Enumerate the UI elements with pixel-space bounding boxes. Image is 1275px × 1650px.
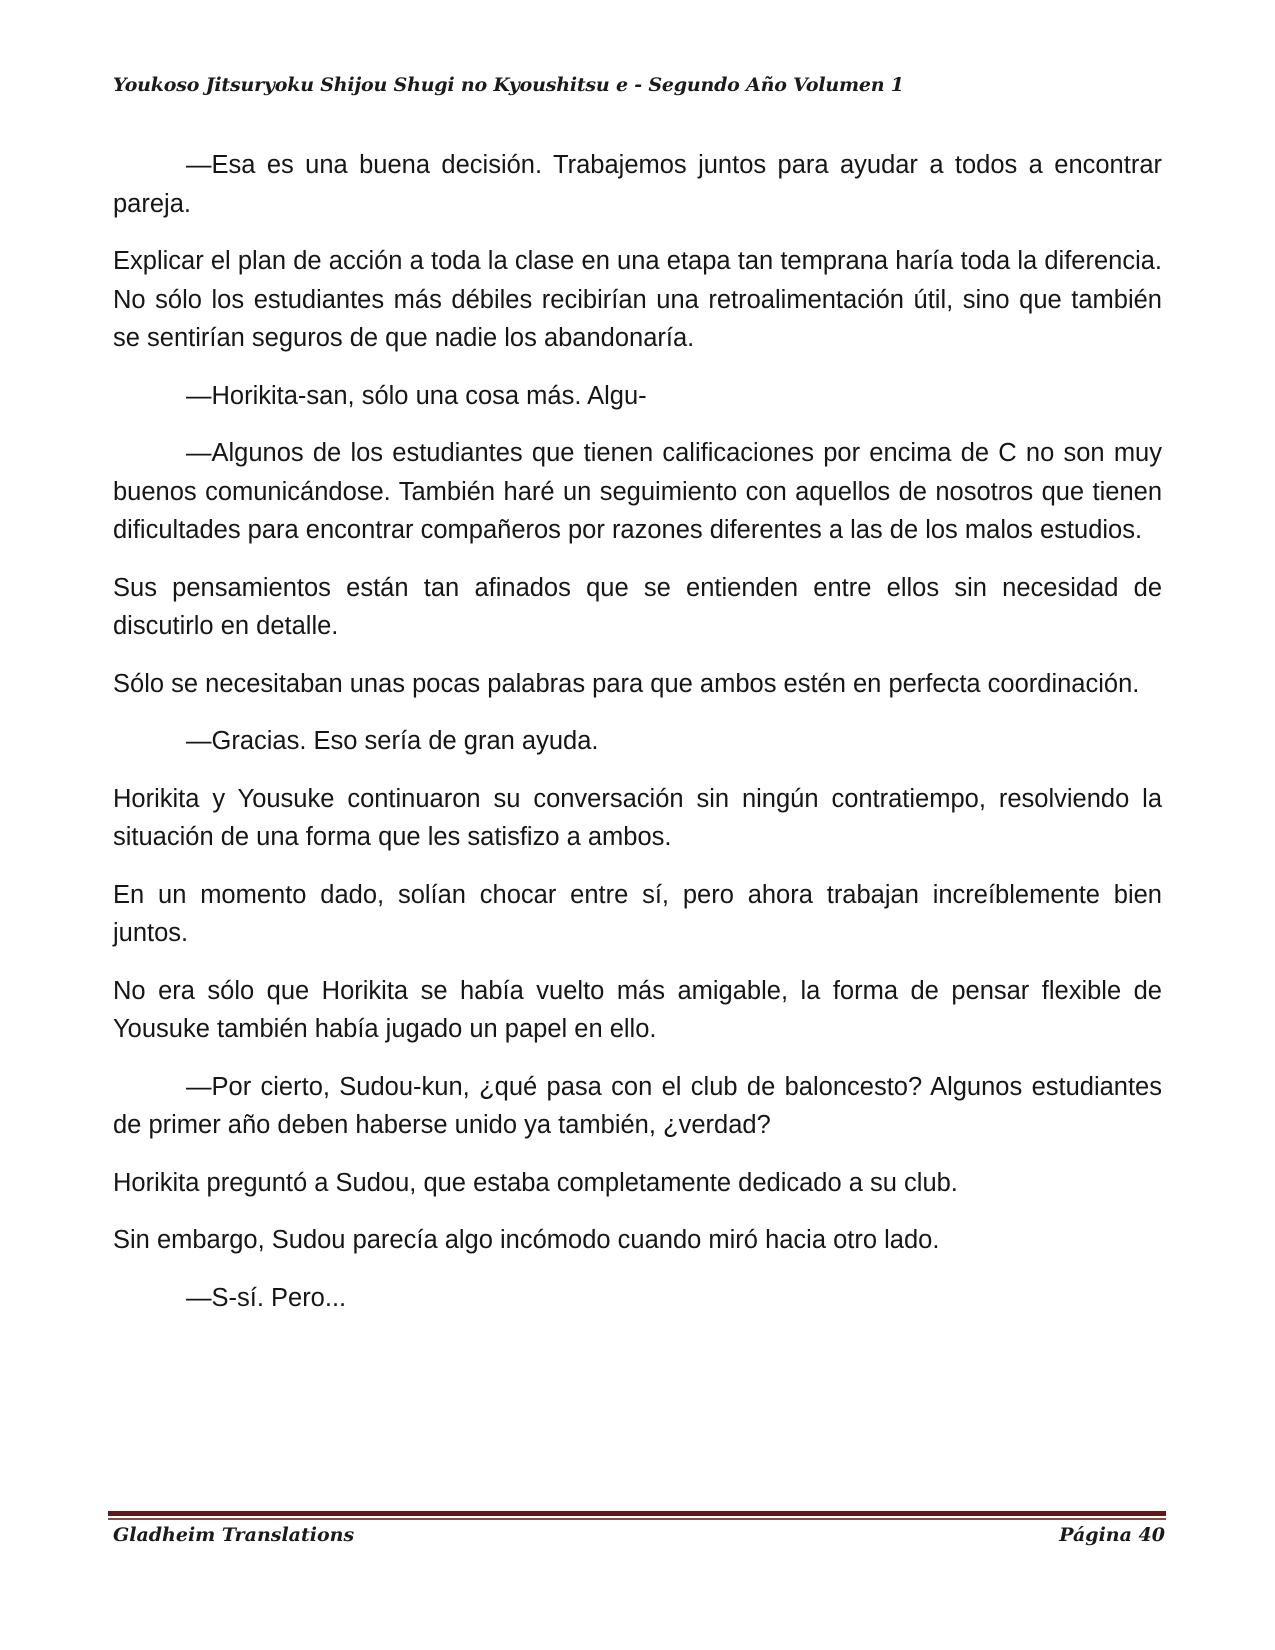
narration-paragraph: Explicar el plan de acción a toda la clase en una etapa tan temprana haría toda la diferencia. No sólo los estudiantes más débiles recibirían una retroalimentación útil, sino que también se sentirían seguros de que nadie los abandonaría.: [113, 247, 1162, 352]
dialogue-paragraph: —S-sí. Pero...: [186, 1283, 347, 1312]
dialogue-paragraph: —Algunos de los estudiantes que tienen calificaciones por encima de C no son muy buenos comunicándose. También haré un seguimiento con aquellos de nosotros que tienen dificultades para encontrar compañeros por razones diferentes a las de los malos estudios.: [113, 439, 1162, 544]
page-header-title: Youkoso Jitsuryoku Shijou Shugi no Kyoushitsu e - Segundo Año Volumen 1: [113, 74, 904, 96]
footer-divider-thick: [108, 1511, 1166, 1516]
dialogue-paragraph: —Gracias. Eso sería de gran ayuda.: [186, 727, 599, 755]
footer-page-number: Página 40: [1059, 1524, 1165, 1546]
dialogue-paragraph: —Horikita-san, sólo una cosa más. Algu-: [186, 381, 647, 410]
footer-publisher: Gladheim Translations: [113, 1524, 355, 1546]
narration-paragraph: No era sólo que Horikita se había vuelto más amigable, la forma de pensar flexible de Yousuke también había jugado un papel en ello.: [113, 976, 1162, 1043]
narration-paragraph: Sólo se necesitaban unas pocas palabras para que ambos estén en perfecta coordinación.: [113, 669, 1140, 698]
narration-paragraph: Horikita y Yousuke continuaron su conversación sin ningún contratiempo, resolviendo la situación de una forma que les satisfizo a ambos.: [113, 784, 1162, 851]
footer-divider: [108, 1511, 1166, 1520]
narration-paragraph: Sus pensamientos están tan afinados que se entienden entre ellos sin necesidad de discutirlo en detalle.: [113, 573, 1162, 640]
narration-paragraph: Horikita preguntó a Sudou, que estaba completamente dedicado a su club.: [113, 1168, 958, 1197]
page-body: [113, 146, 1162, 1336]
footer-divider-thin: [108, 1518, 1166, 1520]
dialogue-paragraph: —Esa es una buena decisión. Trabajemos juntos para ayudar a todos a encontrar pareja.: [113, 151, 1162, 218]
dialogue-paragraph: —Por cierto, Sudou-kun, ¿qué pasa con el club de baloncesto? Algunos estudiantes de primer año deben haberse unido ya también, ¿verdad?: [113, 1072, 1162, 1139]
narration-paragraph: En un momento dado, solían chocar entre sí, pero ahora trabajan increíblemente bien juntos.: [113, 880, 1162, 947]
narration-paragraph: Sin embargo, Sudou parecía algo incómodo cuando miró hacia otro lado.: [113, 1226, 940, 1254]
